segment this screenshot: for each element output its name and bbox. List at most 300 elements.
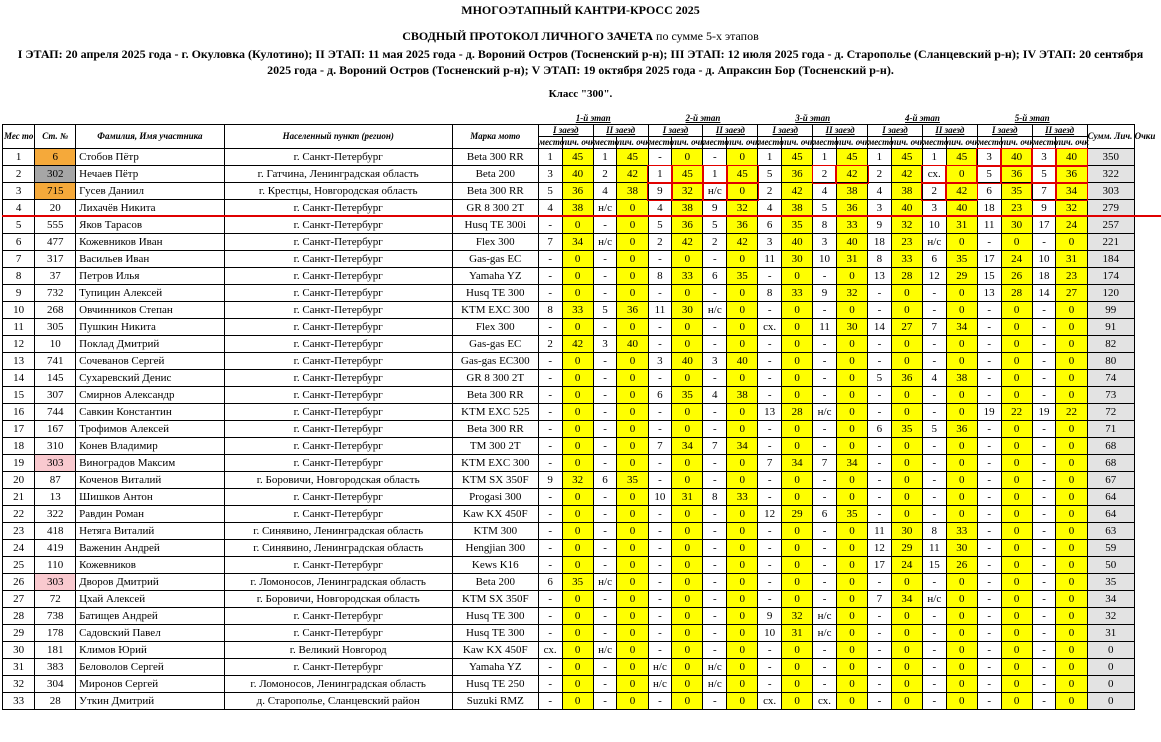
points-cell: 0	[1001, 472, 1032, 489]
points-cell: 32	[1056, 200, 1087, 217]
points-cell: 0	[782, 438, 813, 455]
race-place-cell: -	[1032, 625, 1056, 642]
points-cell: 0	[946, 625, 977, 642]
race-place-cell: -	[1032, 234, 1056, 251]
points-cell: 0	[782, 353, 813, 370]
race-place-cell: -	[922, 676, 946, 693]
race-place-cell: н/с	[648, 676, 672, 693]
start-number-cell: 418	[35, 523, 76, 540]
race-place-cell: -	[922, 472, 946, 489]
place-cell: 23	[3, 523, 35, 540]
race-place-cell: -	[593, 285, 617, 302]
race-place-cell: 8	[648, 268, 672, 285]
race-place-cell: н/с	[813, 625, 837, 642]
race-place-cell: -	[813, 353, 837, 370]
points-cell: 24	[1001, 251, 1032, 268]
points-cell: 38	[946, 370, 977, 387]
race-place-cell: н/с	[813, 608, 837, 625]
points-cell: 28	[782, 404, 813, 421]
race-place-cell: 1	[813, 149, 837, 166]
points-cell: 45	[727, 166, 758, 183]
points-cell: 30	[672, 302, 703, 319]
race-place-cell: -	[648, 370, 672, 387]
place-cell: 14	[3, 370, 35, 387]
total-points-cell: 0	[1087, 659, 1134, 676]
points-cell: 0	[891, 489, 922, 506]
moto-cell: Husq TE 300i	[452, 217, 538, 234]
race-place-cell: 10	[648, 489, 672, 506]
race-place-cell: 13	[977, 285, 1001, 302]
points-cell: 34	[562, 234, 593, 251]
points-cell: 42	[782, 183, 813, 200]
race-place-cell: 10	[758, 625, 782, 642]
moto-cell: Gas-gas EC300	[452, 353, 538, 370]
place-cell: 21	[3, 489, 35, 506]
moto-cell: Beta 300 RR	[452, 421, 538, 438]
place-subheader: место	[868, 137, 894, 147]
race-place-cell: -	[703, 285, 727, 302]
race-place-cell: -	[1032, 591, 1056, 608]
points-cell: 0	[946, 166, 977, 183]
total-points-cell: 184	[1087, 251, 1134, 268]
points-cell: 45	[836, 149, 867, 166]
points-cell: 0	[891, 404, 922, 421]
points-cell: 0	[946, 676, 977, 693]
points-cell: 0	[727, 557, 758, 574]
race-place-cell: 9	[538, 472, 562, 489]
race-place-cell: 19	[1032, 404, 1056, 421]
race-place-cell: -	[868, 489, 892, 506]
points-cell: 0	[782, 659, 813, 676]
points-cell: 0	[727, 472, 758, 489]
protocol-subtitle-main: СВОДНЫЙ ПРОТОКОЛ ЛИЧНОГО ЗАЧЕТА	[402, 29, 654, 43]
place-subheader: место	[593, 137, 620, 147]
points-cell: 0	[727, 285, 758, 302]
city-cell: г. Санкт-Петербург	[224, 302, 452, 319]
city-cell: г. Ломоносов, Ленинградская область	[224, 574, 452, 591]
city-cell: г. Санкт-Петербург	[224, 234, 452, 251]
points-cell: 0	[1056, 421, 1087, 438]
race-place-cell: -	[1032, 421, 1056, 438]
points-cell: 29	[946, 268, 977, 285]
points-cell: 0	[562, 268, 593, 285]
place-cell: 28	[3, 608, 35, 625]
race-place-cell: -	[977, 574, 1001, 591]
race-place-cell: 4	[813, 183, 837, 200]
race-place-cell: -	[813, 438, 837, 455]
table-row	[3, 234, 1135, 251]
race-place-cell: -	[538, 251, 562, 268]
place-cell: 6	[3, 234, 35, 251]
start-number-cell: 322	[35, 506, 76, 523]
table-row	[3, 183, 1135, 200]
table-row	[3, 455, 1135, 472]
race-place-cell: -	[648, 472, 672, 489]
race-place-cell: -	[538, 353, 562, 370]
points-cell: 34	[891, 591, 922, 608]
start-number-cell: 72	[35, 591, 76, 608]
race-place-cell: -	[868, 285, 892, 302]
race-place-cell: -	[538, 404, 562, 421]
points-cell: 0	[672, 506, 703, 523]
points-cell: 0	[672, 455, 703, 472]
race-place-cell: -	[593, 506, 617, 523]
points-cell: 0	[782, 319, 813, 336]
race-place-cell: -	[593, 659, 617, 676]
race-place-cell: 4	[922, 370, 946, 387]
moto-cell: KTM SX 350F	[452, 591, 538, 608]
points-cell: 0	[946, 387, 977, 404]
points-cell: 0	[836, 489, 867, 506]
points-cell: 0	[727, 693, 758, 710]
place-subheader: место	[977, 137, 1004, 147]
start-number-cell: 477	[35, 234, 76, 251]
total-points-cell: 0	[1087, 693, 1134, 710]
points-cell: 0	[836, 693, 867, 710]
points-cell: 0	[672, 659, 703, 676]
points-cell: 36	[891, 370, 922, 387]
city-cell: г. Санкт-Петербург	[224, 625, 452, 642]
points-cell: 0	[782, 693, 813, 710]
rider-name-cell: Поклад Дмитрий	[76, 336, 224, 353]
race-place-cell: -	[538, 540, 562, 557]
points-cell: 42	[891, 166, 922, 183]
race-place-cell: 5	[1032, 166, 1056, 183]
points-cell: 0	[891, 302, 922, 319]
moto-cell: Yamaha YZ	[452, 268, 538, 285]
place-cell: 17	[3, 421, 35, 438]
rider-name-cell: Нечаев Пётр	[76, 166, 224, 183]
rider-name-cell: Васильев Иван	[76, 251, 224, 268]
race-place-cell: -	[922, 489, 946, 506]
race-place-cell: -	[703, 506, 727, 523]
race-place-cell: 2	[868, 166, 892, 183]
place-cell: 9	[3, 285, 35, 302]
place-cell: 26	[3, 574, 35, 591]
race-place-cell: сх.	[758, 693, 782, 710]
moto-cell: Yamaha YZ	[452, 659, 538, 676]
city-cell: г. Санкт-Петербург	[224, 438, 452, 455]
points-cell: 0	[562, 557, 593, 574]
points-cell: 33	[672, 268, 703, 285]
place-cell: 3	[3, 183, 35, 200]
race-place-cell: -	[977, 302, 1001, 319]
start-number-cell: 37	[35, 268, 76, 285]
points-cell: 0	[836, 336, 867, 353]
col-total-header: Сумм. Лич. Очки	[1087, 125, 1134, 149]
race-place-cell: -	[977, 506, 1001, 523]
total-points-cell: 73	[1087, 387, 1134, 404]
total-points-cell: 257	[1087, 217, 1134, 234]
place-cell: 19	[3, 455, 35, 472]
place-cell: 22	[3, 506, 35, 523]
race-place-cell: -	[868, 336, 892, 353]
points-cell: 0	[1056, 336, 1087, 353]
race-place-cell: 12	[868, 540, 892, 557]
race-place-cell: 5	[703, 217, 727, 234]
points-cell: 0	[782, 370, 813, 387]
total-points-cell: 120	[1087, 285, 1134, 302]
race-place-cell: 3	[1032, 149, 1056, 166]
points-cell: 0	[946, 438, 977, 455]
race-place-cell: -	[593, 557, 617, 574]
race-place-cell: 3	[868, 200, 892, 217]
race-place-cell: н/с	[593, 200, 617, 217]
col-city-header: Населенный пункт (регион)	[224, 125, 452, 149]
points-cell: 31	[836, 251, 867, 268]
race-place-cell: 5	[977, 166, 1001, 183]
moto-cell: GR 8 300 2T	[452, 370, 538, 387]
points-cell: 0	[617, 574, 648, 591]
start-number-cell: 303	[35, 574, 76, 591]
points-cell: 36	[672, 217, 703, 234]
race-place-cell: -	[538, 625, 562, 642]
points-cell: 0	[672, 421, 703, 438]
points-cell: 0	[727, 591, 758, 608]
points-cell: 0	[1001, 642, 1032, 659]
points-cell: 0	[1056, 234, 1087, 251]
race-place-cell: -	[758, 268, 782, 285]
city-cell: г. Санкт-Петербург	[224, 285, 452, 302]
points-cell: 0	[1056, 302, 1087, 319]
moto-cell: Hengjian 300	[452, 540, 538, 557]
points-cell: 0	[727, 404, 758, 421]
race-place-cell: -	[703, 404, 727, 421]
total-points-cell: 322	[1087, 166, 1134, 183]
race-place-cell: 8	[813, 217, 837, 234]
stage-1-header: 1-й этап	[538, 113, 648, 125]
race-place-cell: 13	[758, 404, 782, 421]
race-place-cell: -	[813, 659, 837, 676]
race-place-cell: -	[977, 625, 1001, 642]
race-place-cell: -	[648, 540, 672, 557]
points-cell: 0	[1056, 608, 1087, 625]
race-place-cell: -	[538, 285, 562, 302]
city-cell: г. Санкт-Петербург	[224, 353, 452, 370]
race-place-cell: -	[977, 676, 1001, 693]
total-points-cell: 74	[1087, 370, 1134, 387]
race-place-cell: 3	[593, 336, 617, 353]
points-cell: 0	[836, 557, 867, 574]
points-cell: 26	[1001, 268, 1032, 285]
points-cell: 38	[727, 387, 758, 404]
race-place-cell: -	[758, 370, 782, 387]
race-place-cell: -	[538, 523, 562, 540]
race-place-cell: 3	[758, 234, 782, 251]
race-place-cell: -	[538, 676, 562, 693]
rider-name-cell: Яков Тарасов	[76, 217, 224, 234]
race-place-cell: 11	[758, 251, 782, 268]
points-cell: 0	[562, 438, 593, 455]
place-cell: 12	[3, 336, 35, 353]
points-cell: 0	[1056, 693, 1087, 710]
place-cell: 29	[3, 625, 35, 642]
table-row	[3, 540, 1135, 557]
points-cell: 0	[672, 370, 703, 387]
points-cell: 0	[1001, 438, 1032, 455]
points-cell: 0	[836, 608, 867, 625]
points-cell: 0	[946, 302, 977, 319]
rider-name-cell: Виноградов Максим	[76, 455, 224, 472]
race-place-cell: -	[703, 319, 727, 336]
rider-name-cell: Равдин Роман	[76, 506, 224, 523]
points-cell: 0	[617, 489, 648, 506]
rider-name-cell: Трофимов Алексей	[76, 421, 224, 438]
total-points-cell: 221	[1087, 234, 1134, 251]
points-cell: 0	[1056, 557, 1087, 574]
points-cell: 0	[891, 506, 922, 523]
points-cell: 40	[617, 336, 648, 353]
points-cell: 0	[562, 421, 593, 438]
race-place-cell: -	[868, 353, 892, 370]
points-cell: 0	[562, 608, 593, 625]
start-number-cell: 178	[35, 625, 76, 642]
points-cell: 0	[1001, 489, 1032, 506]
start-number-cell: 419	[35, 540, 76, 557]
city-cell: г. Санкт-Петербург	[224, 659, 452, 676]
points-cell: 0	[782, 336, 813, 353]
race-place-cell: -	[977, 336, 1001, 353]
points-cell: 35	[1001, 183, 1032, 200]
race-place-cell: 11	[922, 540, 946, 557]
points-cell: 0	[562, 625, 593, 642]
table-row	[3, 523, 1135, 540]
start-number-cell: 744	[35, 404, 76, 421]
points-cell: 24	[1056, 217, 1087, 234]
points-cell: 0	[672, 149, 703, 166]
race-place-cell: -	[977, 421, 1001, 438]
points-cell: 0	[727, 574, 758, 591]
race-place-cell: -	[648, 642, 672, 659]
stage-2-race-2-header: II заезд	[703, 125, 758, 137]
total-points-cell: 32	[1087, 608, 1134, 625]
start-number-cell: 317	[35, 251, 76, 268]
points-cell: 0	[1001, 523, 1032, 540]
stage-2-race-1-header: I заезд	[648, 125, 703, 137]
points-cell: 0	[1001, 625, 1032, 642]
points-cell: 23	[1056, 268, 1087, 285]
points-cell: 0	[836, 387, 867, 404]
table-row	[3, 676, 1135, 693]
points-cell: 0	[946, 336, 977, 353]
race-place-cell: -	[703, 642, 727, 659]
points-cell: 0	[946, 285, 977, 302]
points-cell: 29	[782, 506, 813, 523]
points-cell: 0	[617, 455, 648, 472]
points-cell: 0	[1056, 591, 1087, 608]
table-row	[3, 608, 1135, 625]
race-place-cell: -	[813, 370, 837, 387]
city-cell: д. Старополье, Сланцевский район	[224, 693, 452, 710]
points-cell: 0	[891, 336, 922, 353]
points-cell: 0	[562, 693, 593, 710]
race-place-cell: 1	[703, 166, 727, 183]
race-place-cell: сх.	[538, 642, 562, 659]
race-place-cell: 6	[922, 251, 946, 268]
total-points-cell: 67	[1087, 472, 1134, 489]
points-cell: 0	[946, 574, 977, 591]
moto-cell: Husq TE 300	[452, 625, 538, 642]
points-cell: 0	[891, 625, 922, 642]
rider-name-cell: Стобов Пётр	[76, 149, 224, 166]
points-cell: 40	[1056, 149, 1087, 166]
rider-name-cell: Садовский Павел	[76, 625, 224, 642]
race-place-cell: -	[648, 404, 672, 421]
race-place-cell: -	[868, 693, 892, 710]
points-cell: 30	[782, 251, 813, 268]
points-cell: 0	[946, 472, 977, 489]
race-place-cell: -	[538, 693, 562, 710]
race-place-cell: -	[813, 642, 837, 659]
race-place-cell: -	[703, 693, 727, 710]
race-place-cell: 3	[538, 166, 562, 183]
race-place-cell: -	[813, 676, 837, 693]
points-cell: 40	[1001, 149, 1032, 166]
points-cell: 0	[672, 557, 703, 574]
rider-name-cell: Петров Илья	[76, 268, 224, 285]
race-place-cell: -	[703, 149, 727, 166]
race-place-cell: 12	[922, 268, 946, 285]
points-cell: 33	[836, 217, 867, 234]
page-title: МНОГОЭТАПНЫЙ КАНТРИ-КРОСС 2025	[461, 3, 700, 17]
table-row	[3, 387, 1135, 404]
race-place-cell: -	[922, 625, 946, 642]
rider-name-cell: Сочеванов Сергей	[76, 353, 224, 370]
total-points-cell: 50	[1087, 557, 1134, 574]
race-place-cell: 8	[922, 523, 946, 540]
stage-4-race-1-header: I заезд	[868, 125, 923, 137]
points-cell: 40	[562, 166, 593, 183]
race-place-cell: 18	[1032, 268, 1056, 285]
race-place-cell: -	[868, 506, 892, 523]
points-subheader: лич. очк	[727, 137, 760, 147]
race-place-cell: -	[593, 540, 617, 557]
city-cell: г. Гатчина, Ленинградская область	[224, 166, 452, 183]
race-place-cell: 4	[593, 183, 617, 200]
race-place-cell: -	[1032, 523, 1056, 540]
race-place-cell: сх.	[758, 319, 782, 336]
race-place-cell: -	[703, 472, 727, 489]
table-row	[3, 268, 1135, 285]
points-cell: 40	[946, 200, 977, 217]
race-place-cell: 5	[593, 302, 617, 319]
points-cell: 28	[891, 268, 922, 285]
table-row	[3, 693, 1135, 710]
points-cell: 0	[836, 659, 867, 676]
start-number-cell: 13	[35, 489, 76, 506]
points-cell: 34	[672, 438, 703, 455]
table-row	[3, 557, 1135, 574]
points-cell: 0	[562, 319, 593, 336]
rider-name-cell: Уткин Дмитрий	[76, 693, 224, 710]
race-place-cell: -	[593, 489, 617, 506]
start-number-cell: 555	[35, 217, 76, 234]
start-number-cell: 732	[35, 285, 76, 302]
table-row	[3, 149, 1135, 166]
race-place-cell: -	[813, 387, 837, 404]
moto-cell: Suzuki RMZ	[452, 693, 538, 710]
race-place-cell: -	[1032, 336, 1056, 353]
points-cell: 22	[1001, 404, 1032, 421]
race-place-cell: 1	[922, 149, 946, 166]
rider-name-cell: Дворов Дмитрий	[76, 574, 224, 591]
points-cell: 0	[836, 438, 867, 455]
moto-cell: Beta 300 RR	[452, 183, 538, 200]
points-cell: 0	[617, 319, 648, 336]
race-place-cell: -	[593, 353, 617, 370]
race-place-cell: -	[868, 608, 892, 625]
race-place-cell: 2	[648, 234, 672, 251]
